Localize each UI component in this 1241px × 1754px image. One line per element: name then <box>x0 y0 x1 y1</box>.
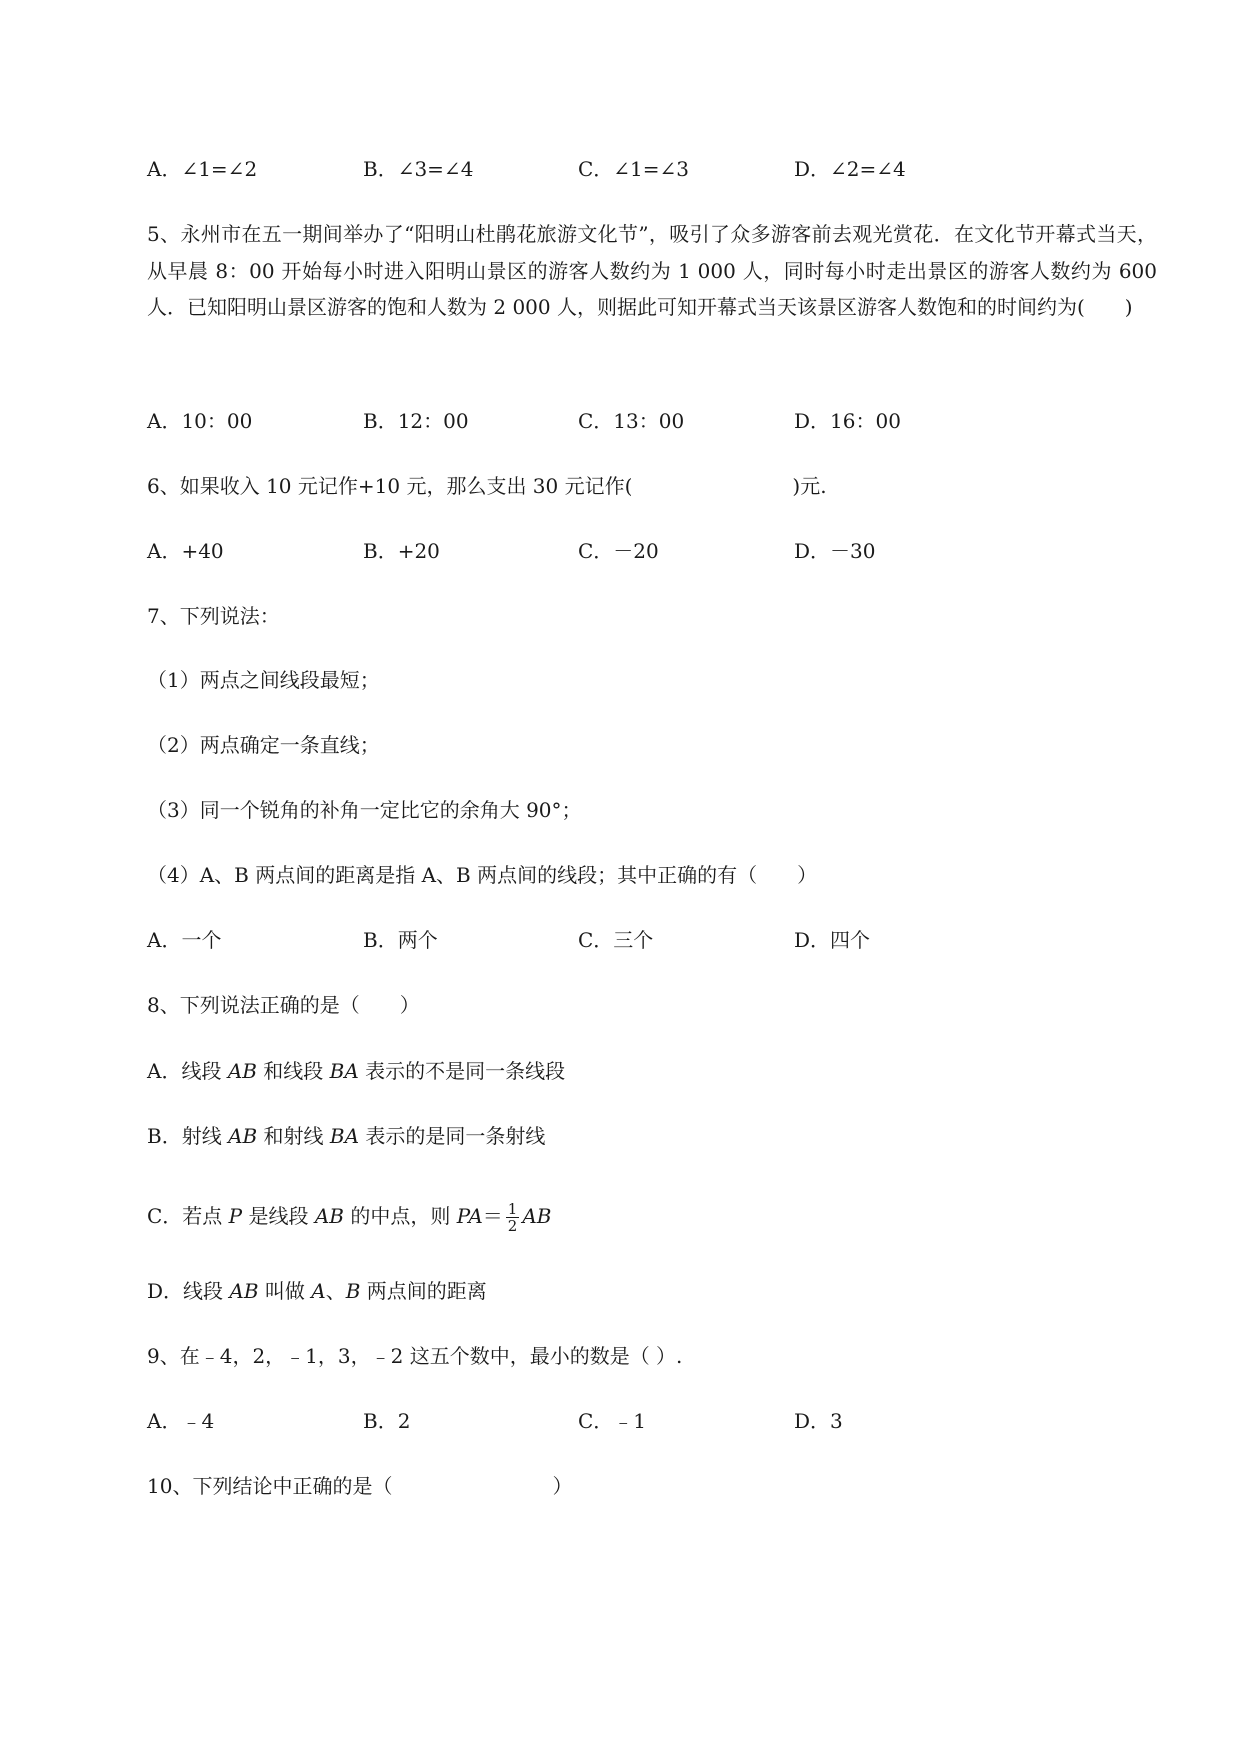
q4-option-a: A．∠1=∠2 <box>147 157 258 181</box>
q6-option-b: B．+20 <box>363 539 440 563</box>
q6-option-c: C．－20 <box>578 539 659 563</box>
q4-option-c: C．∠1=∠3 <box>578 157 690 181</box>
q7-statement-3: （3）同一个锐角的补角一定比它的余角大 90°； <box>147 798 582 822</box>
q8-option-a-text-1: A．线段 <box>147 1059 228 1083</box>
q7-statement-1: （1）两点之间线段最短； <box>147 668 380 692</box>
fraction-denominator: 2 <box>507 1217 518 1235</box>
q7-statement-2: （2）两点确定一条直线； <box>147 733 380 757</box>
q6-option-a: A．+40 <box>147 539 224 563</box>
q10-stem: 10、下列结论中正确的是（ ） <box>147 1474 573 1498</box>
q5-option-c: C．13：00 <box>578 409 685 433</box>
q5-option-d: D．16：00 <box>794 409 901 433</box>
q5-stem: 5、永州市在五一期间举办了“阳明山杜鹃花旅游文化节”，吸引了众多游客前去观光赏花．在文化节开幕式当天，从早晨 8：00 开始每小时进入阳明山景区的游客人数约为 1 000 人，同时每小时走出景区的游客人数约为 600 人．已知阳明山景区游客的饱和人数为 2 000 人，则据此可知开幕式当天该景区游客人数饱和的时间约为( ) <box>147 222 1157 319</box>
q8-option-c-equals: ＝ <box>482 1204 503 1228</box>
q8-option-c-var-4: AB <box>522 1204 552 1228</box>
q6-option-d: D．－30 <box>794 539 876 563</box>
q6-stem: 6、如果收入 10 元记作+10 元，那么支出 30 元记作( )元. <box>147 474 827 498</box>
q7-stem: 7、下列说法： <box>147 604 280 628</box>
q7-statement-4: （4）A、B 两点间的距离是指 A、B 两点间的线段；其中正确的有（ ） <box>147 863 818 887</box>
q8-option-c-text-3: 的中点，则 <box>344 1204 457 1228</box>
q5-option-b: B．12：00 <box>363 409 469 433</box>
q8-option-d-var-2: A <box>311 1279 326 1303</box>
q8-stem: 8、下列说法正确的是（ ） <box>147 993 420 1017</box>
q8-option-b-text-1: B．射线 <box>147 1124 229 1148</box>
q8-option-c-var-2: AB <box>314 1204 344 1228</box>
q7-option-b: B．两个 <box>363 928 438 952</box>
q4-option-b: B．∠3=∠4 <box>363 157 474 181</box>
fraction-numerator: 1 <box>507 1200 518 1218</box>
q8-option-b-text-2: 和射线 <box>257 1124 330 1148</box>
q4-option-d: D．∠2=∠4 <box>794 157 906 181</box>
q8-option-d-var-1: AB <box>229 1279 259 1303</box>
q8-option-c-var-3: PA <box>456 1204 483 1228</box>
q8-option-d-text-1: D．线段 <box>147 1279 230 1303</box>
q9-option-b: B．2 <box>363 1409 411 1433</box>
q8-option-d-text-4: 两点间的距离 <box>360 1279 487 1303</box>
q7-option-c: C．三个 <box>578 928 654 952</box>
q9-option-c: C．﹣1 <box>578 1409 647 1433</box>
q8-option-c-text-1: C．若点 <box>147 1204 229 1228</box>
q5-option-a: A．10：00 <box>147 409 253 433</box>
q8-option-a <box>147 1057 565 1085</box>
q8-option-c-text-2: 是线段 <box>242 1204 315 1228</box>
q9-option-a: A．﹣4 <box>147 1409 215 1433</box>
q8-option-b-var-1: AB <box>228 1124 258 1148</box>
q8-option-d-text-2: 叫做 <box>258 1279 312 1303</box>
q9-stem: 9、在﹣4，2，﹣1，3，﹣2 这五个数中，最小的数是（ ）. <box>147 1344 683 1368</box>
q8-option-a-text-2: 和线段 <box>256 1059 330 1083</box>
q8-option-b-var-2: BA <box>329 1124 360 1148</box>
q8-option-c <box>147 1196 551 1236</box>
q8-option-d <box>147 1277 487 1305</box>
q8-option-a-text-3: 表示的不是同一条线段 <box>358 1059 566 1083</box>
q8-option-b-text-3: 表示的是同一条射线 <box>359 1124 546 1148</box>
fraction <box>506 1201 520 1234</box>
q8-option-d-var-3: B <box>345 1279 361 1303</box>
q8-option-a-var-2: BA <box>329 1059 359 1083</box>
q8-option-d-text-3: 、 <box>325 1279 346 1303</box>
q8-option-b <box>147 1122 545 1150</box>
q7-option-a: A．一个 <box>147 928 222 952</box>
q8-option-a-var-1: AB <box>227 1059 257 1083</box>
q9-option-d: D．3 <box>794 1409 843 1433</box>
q7-option-d: D．四个 <box>794 928 871 952</box>
q8-option-c-var-1: P <box>228 1204 243 1228</box>
